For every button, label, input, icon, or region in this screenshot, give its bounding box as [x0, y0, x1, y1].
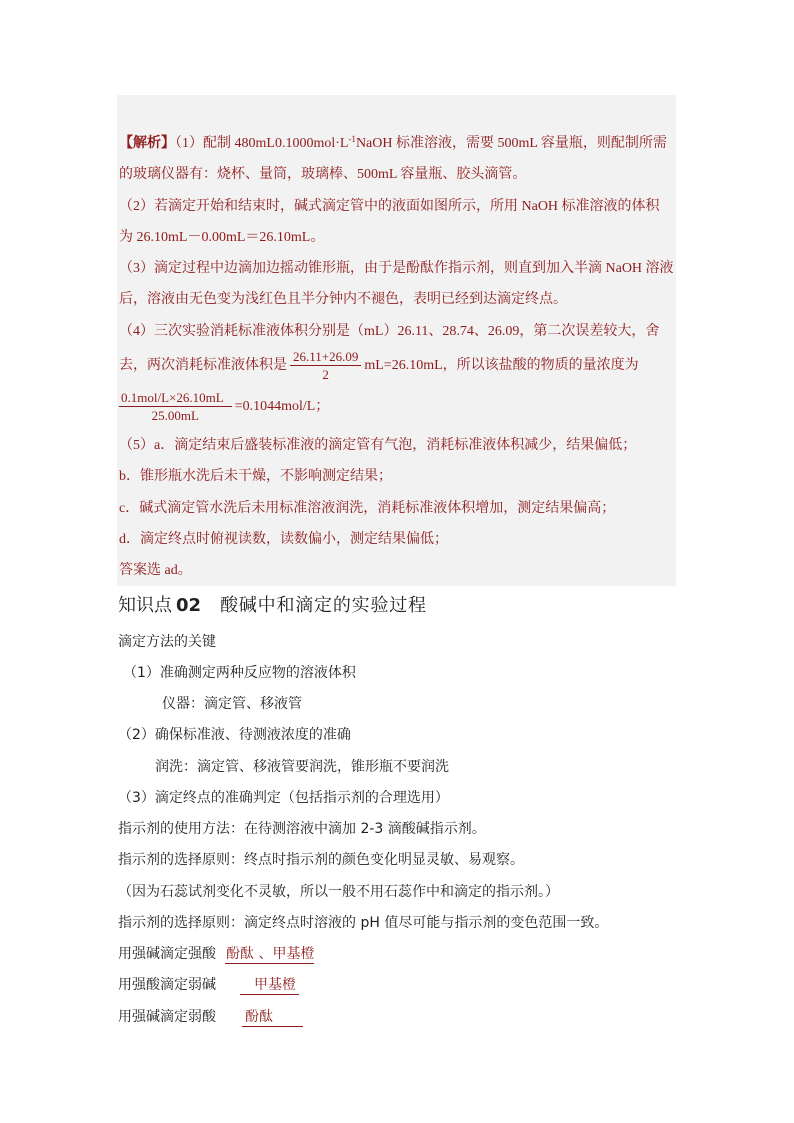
analysis-line-13: d．滴定终点时俯视读数，读数偏小，测定结果偏低； [119, 531, 448, 547]
analysis-line-10: （5）a．滴定结束后盛装标准液的滴定管有气泡，消耗标准液体积减少，结果偏低； [119, 438, 637, 454]
section-body [118, 627, 608, 1033]
analysis-line-1-text-a: （1）配制 480mL0.1000mol·L [175, 136, 349, 151]
analysis-line-12: c．碱式滴定管水洗后未用标准溶液润洗，消耗标准液体积增加，测定结果偏高； [119, 500, 616, 516]
concentration-fraction [119, 390, 232, 423]
analysis-line-9-result: =0.1044mol/L； [234, 399, 330, 415]
body-line-point-3: （3）滴定终点的准确判定（包括指示剂的合理选用） [118, 789, 449, 806]
analysis-line-3: （2）若滴定开始和结束时，碱式滴定管中的液面如图所示，所用 NaOH 标准溶液的体积 [119, 198, 660, 214]
analysis-line-1-text-b: NaOH 标准溶液，需要 500mL 容量瓶，则配制所需 [355, 136, 667, 151]
body-line-point-1: （1）准确测定两种反应物的溶液体积 [123, 664, 356, 681]
section-label: 知识点 [118, 595, 172, 616]
analysis-line-11: b．锥形瓶水洗后未干燥，不影响测定结果； [119, 469, 392, 485]
analysis-answer-line: 答案选 ad。 [119, 563, 192, 579]
indicator-answer: 甲基橙 [240, 977, 299, 995]
analysis-line-8-text-a: 去，两次消耗标准液体积是 [119, 358, 287, 374]
analysis-box [117, 95, 676, 586]
body-line-point-2: （2）确保标准液、待测液浓度的准确 [118, 727, 351, 744]
body-line-indicator-principle-1: 指示剂的选择原则：终点时指示剂的颜色变化明显灵敏、易观察。 [118, 852, 524, 869]
body-line-instruments: 仪器：滴定管、移液管 [162, 696, 302, 712]
fraction-denominator: 2 [322, 367, 329, 383]
section-title: 酸碱中和滴定的实验过程 [220, 595, 427, 616]
body-line-litmus-note: （因为石蕊试剂变化不灵敏，所以一般不用石蕊作中和滴定的指示剂。） [118, 883, 559, 900]
indicator-row [118, 970, 608, 1001]
indicator-row [118, 939, 608, 970]
analysis-line-2: 的玻璃仪器有：烧杯、量筒，玻璃棒、500mL 容量瓶、胶头滴管。 [119, 167, 527, 183]
analysis-tag: 【解析】 [119, 136, 175, 151]
body-line-key-points: 滴定方法的关键 [118, 633, 216, 650]
indicator-answer: 酚酞 、甲基橙 [226, 946, 315, 962]
analysis-line-1 [119, 128, 676, 159]
analysis-line-6: 后，溶液由无色变为浅红色且半分钟内不褪色，表明已经到达滴定终点。 [119, 292, 567, 308]
indicator-case: 用强碱滴定强酸 [118, 946, 216, 962]
analysis-line-7: （4）三次实验消耗标准液体积分别是（mL）26.11、28.74、26.09，第二次误差较大，舍 [119, 323, 660, 339]
fraction-numerator: 26.11+26.09 [290, 349, 361, 366]
indicator-case: 用强酸滴定弱碱 [118, 977, 216, 994]
analysis-line-5: （3）滴定过程中边滴加边摇动锥形瓶，由于是酚酞作指示剂，则直到加入半滴 NaOH 溶液 [119, 261, 674, 277]
fraction-numerator: 0.1mol/L×26.10mL [119, 390, 232, 407]
body-line-indicator-principle-2: 指示剂的选择原则：滴定终点时溶液的 pH 值尽可能与指示剂的变色范围一致。 [118, 914, 609, 931]
indicator-row [118, 1002, 608, 1033]
indicator-answer: 酚酞 [242, 1009, 303, 1027]
section-heading [118, 591, 427, 621]
analysis-line-9 [119, 384, 676, 430]
fraction-denominator: 25.00mL [151, 408, 199, 424]
average-volume-fraction [290, 349, 361, 382]
analysis-line-8-text-b: mL=26.10mL，所以该盐酸的物质的量浓度为 [364, 358, 639, 374]
indicator-case: 用强碱滴定弱酸 [118, 1008, 216, 1025]
analysis-line-4: 为 26.10mL－0.00mL＝26.10mL。 [119, 229, 325, 245]
body-line-indicator-usage: 指示剂的使用方法：在待测溶液中滴加 2-3 滴酸碱指示剂。 [118, 821, 486, 837]
unit-exponent: -1 [348, 134, 356, 144]
analysis-line-8 [119, 347, 676, 384]
section-number: 02 [176, 595, 202, 616]
body-line-rinsing: 润洗：滴定管、移液管要润洗，锥形瓶不要润洗 [155, 758, 449, 775]
